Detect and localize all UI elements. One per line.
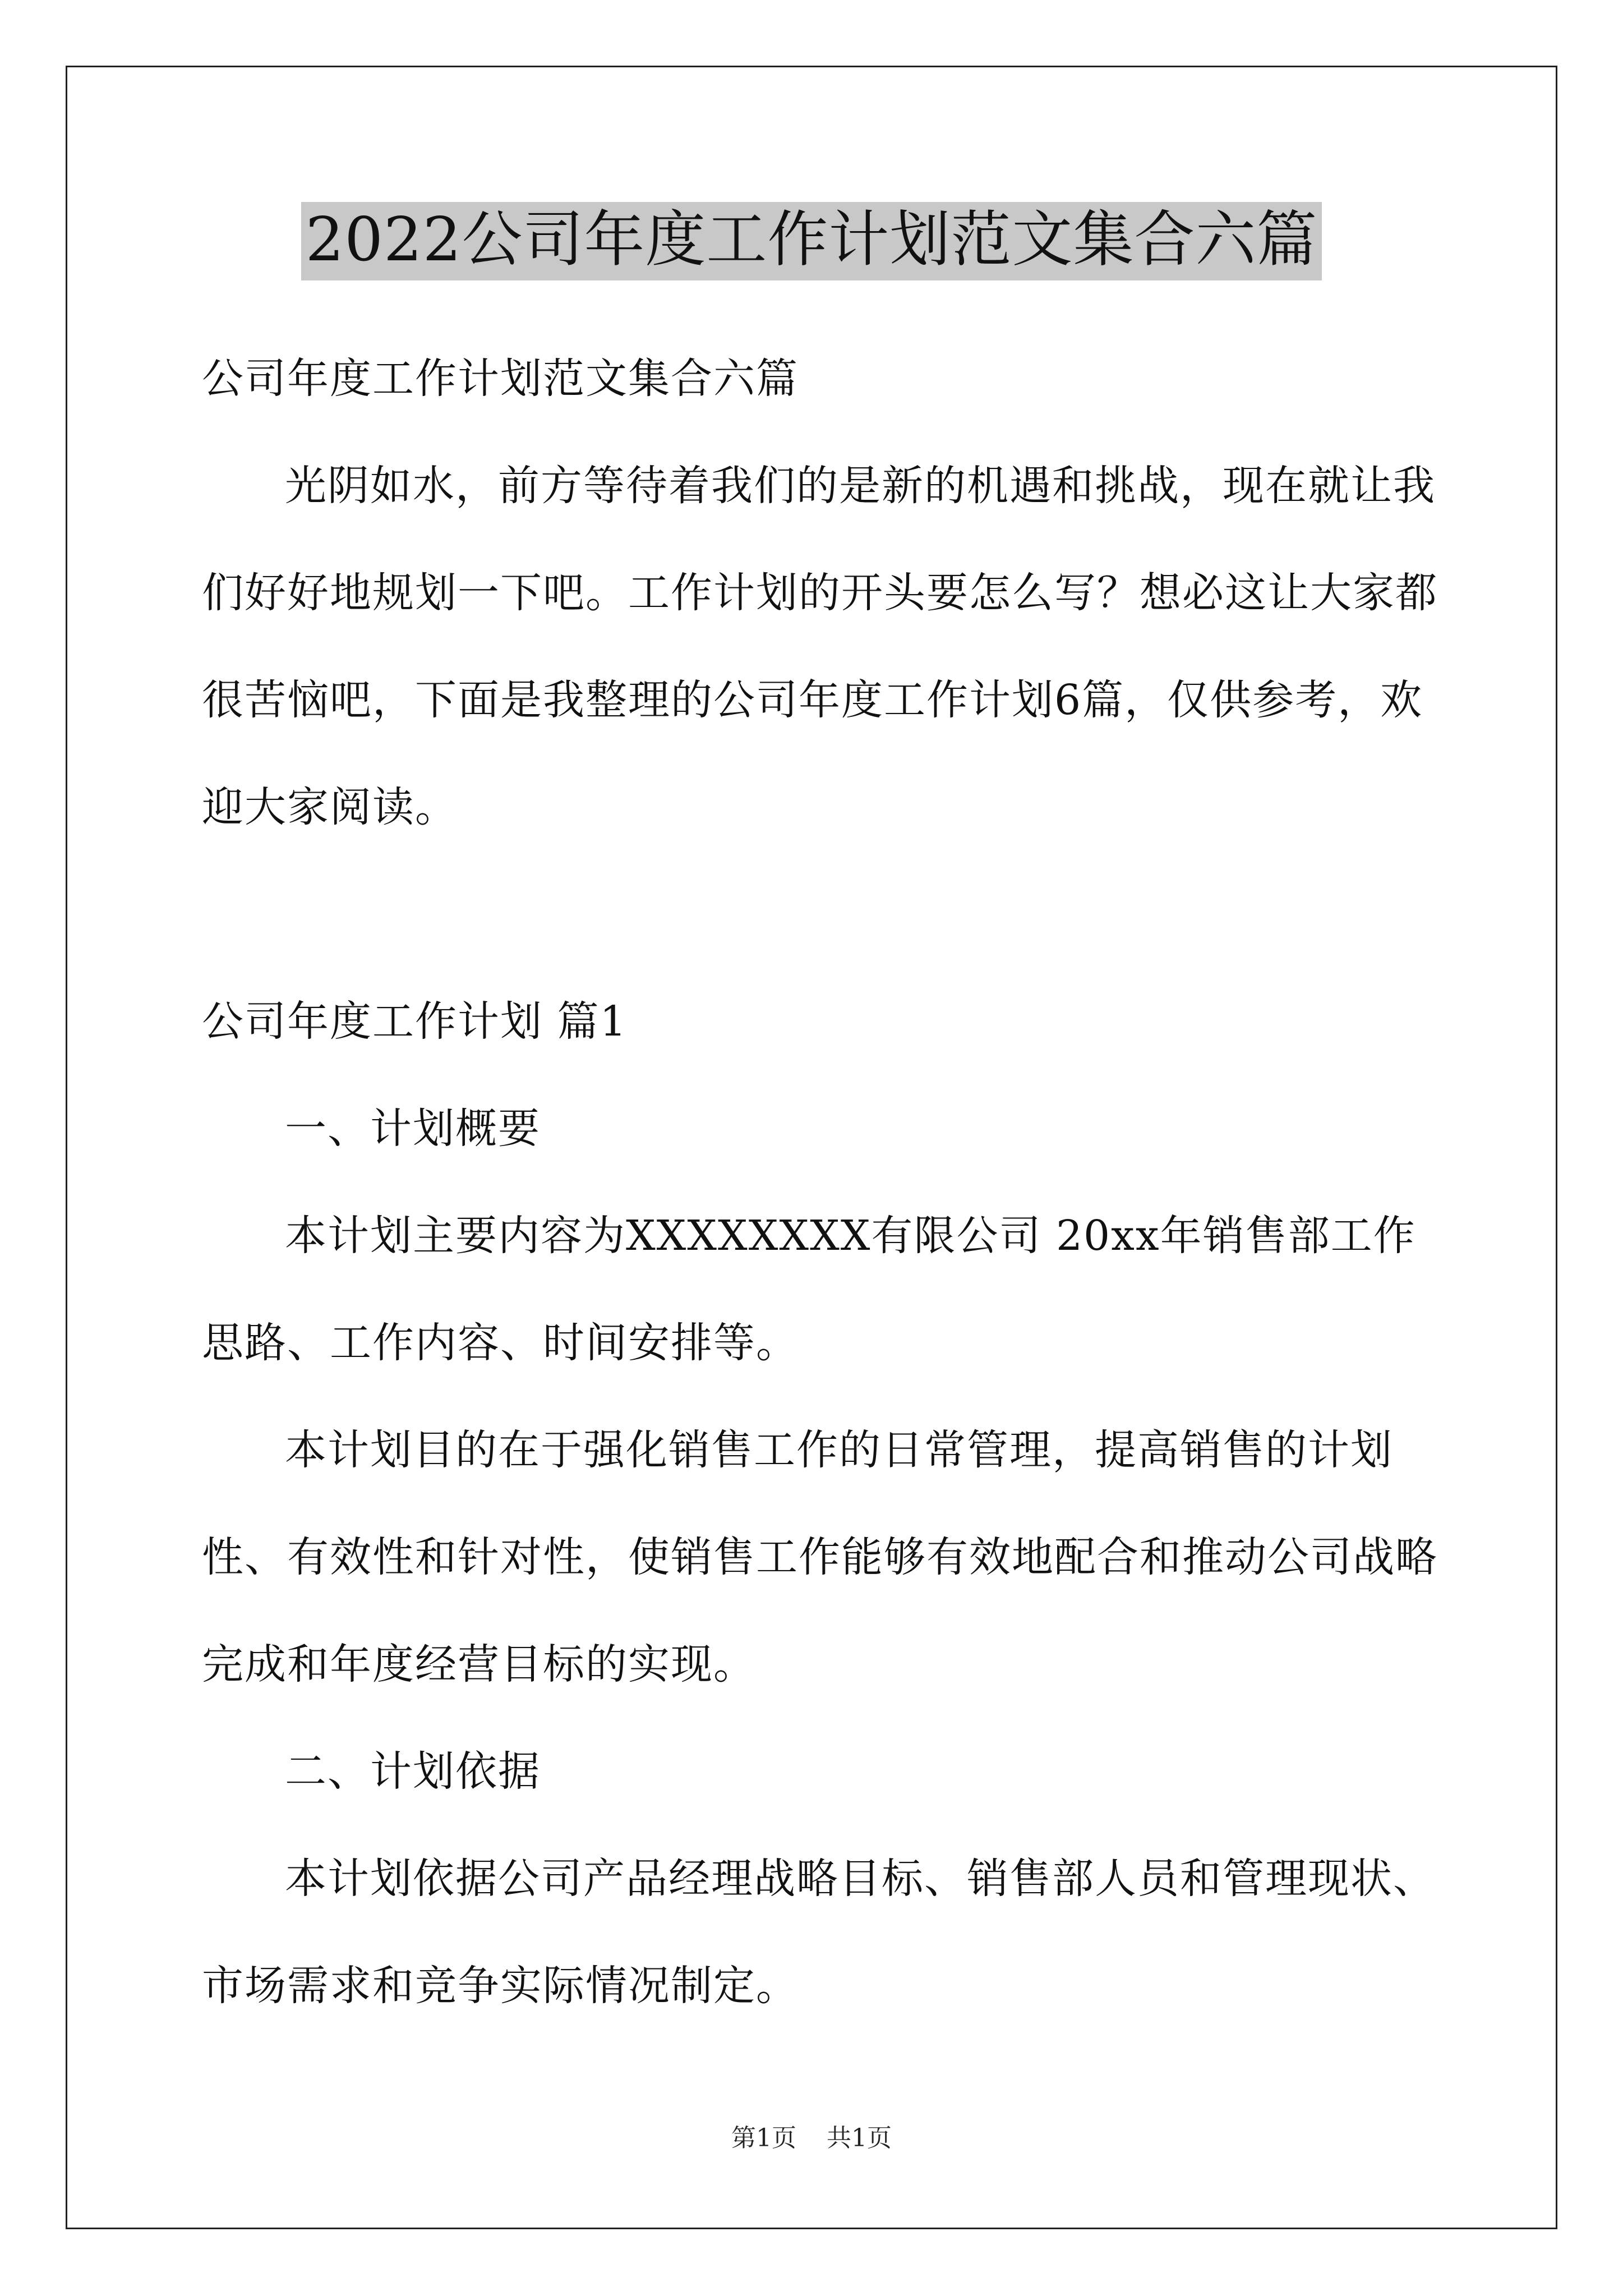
document-title (0, 202, 1623, 280)
document-title-text: 2022公司年度工作计划范文集合六篇 (301, 202, 1322, 280)
subheading-plan-basis: 二、计划依据 (285, 1747, 541, 1796)
page-number: 第1页 (731, 2124, 796, 2152)
paragraph-gap (202, 861, 1458, 968)
page-total: 共1页 (827, 2124, 892, 2152)
subheading-plan-overview: 一、计划概要 (285, 1105, 541, 1153)
page-footer (0, 2126, 1623, 2151)
paragraph-plan-purpose: 本计划目的在于强化销售工作的日常管理，提高销售的计划性、有效性和针对性，使销售工作能够有效地配合和推动公司战略完成和年度经营目标的实现。 (202, 1426, 1438, 1688)
intro-paragraph: 光阴如水，前方等待着我们的是新的机遇和挑战，现在就让我们好好地规划一下吧。工作计划的开头要怎么写？想必这让大家都很苦恼吧，下面是我整理的公司年度工作计划6篇，仅供参考，欢迎大家阅读。 (202, 462, 1438, 831)
document-body (202, 325, 1458, 2040)
section-heading: 公司年度工作计划 篇1 (202, 997, 628, 1046)
paragraph-plan-basis: 本计划依据公司产品经理战略目标、销售部人员和管理现状、市场需求和竞争实际情况制定。 (202, 1855, 1436, 2010)
subtitle: 公司年度工作计划范文集合六篇 (202, 355, 799, 403)
paragraph-plan-content: 本计划主要内容为XXXXXXXX有限公司 20xx年销售部工作思路、工作内容、时间安排等。 (202, 1212, 1416, 1367)
